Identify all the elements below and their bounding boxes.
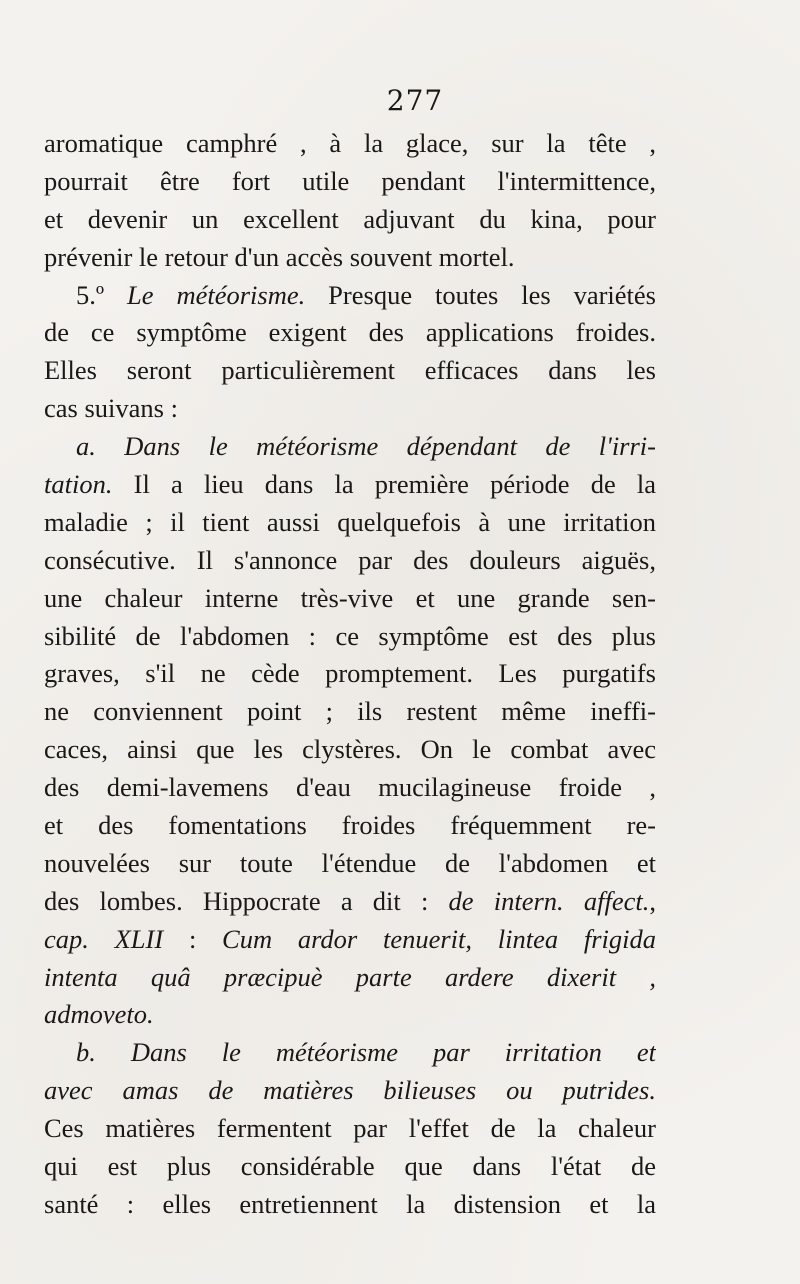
text-span: aromatique camphré , à la glace, sur la tête , [44,128,656,158]
text-line [44,959,656,997]
text-line [44,921,656,959]
text-line [44,580,656,618]
text-span: consécutive. Il s'annonce par des douleurs aiguës, [44,544,656,575]
text-span: cas suivans : [44,393,178,424]
text-line [44,504,656,542]
text-line [44,618,656,656]
text-span: des lombes. Hippocrate a dit : [44,885,449,916]
text-line [44,125,656,163]
text-line [44,239,656,277]
italic-text: intenta quâ præcipuè parte ardere dixerit , [44,961,656,992]
text-span: des demi-lavemens d'eau mucilagineuse froide , [44,772,656,803]
text-line [44,769,656,807]
text-span: prévenir le retour d'un accès souvent mortel. [44,241,515,272]
text-span: Elles seront particulièrement efficaces dans les [44,355,656,386]
text-span: sibilité de l'abdomen : ce symptôme est des plus [44,620,656,651]
text-line [44,1186,656,1224]
text-line [44,542,656,580]
text-line [44,996,656,1034]
text-line [44,693,656,731]
page-number: 277 [386,84,444,117]
text-span: caces, ainsi que les clystères. On le combat avec [44,734,656,765]
text-line [44,731,656,769]
text-span: une chaleur interne très-vive et une grande sen- [44,582,656,613]
text-span: et des fomentations froides fréquemment re- [44,810,656,841]
text-span: santé : elles entretiennent la distension et la [44,1188,656,1219]
text-span: Ces matières fermentent par l'effet de la chaleur [44,1113,656,1144]
text-span: Presque toutes les variétés [305,279,656,310]
text-span: qui est plus considérable que dans l'état de [44,1151,656,1182]
text-span: pourrait être fort utile pendant l'intermittence, [44,165,656,196]
text-line [44,845,656,883]
text-line [44,655,656,693]
italic-text: de intern. affect. [448,885,650,916]
body-text [44,125,656,1224]
italic-text: avec amas de matières bilieuses ou putrides. [44,1075,656,1106]
italic-text: tation. [44,469,113,500]
text-line [44,163,656,201]
italic-text: a. Dans le météorisme dépendant de l'irri- [76,431,656,462]
italic-text: Cum ardor tenuerit, lintea frigida [222,923,656,954]
text-span: nouvelées sur toute l'étendue de l'abdomen et [44,847,656,878]
text-span: , [649,885,656,916]
text-line [44,277,656,315]
text-line [44,466,656,504]
text-span: Il a lieu dans la première période de la [112,469,656,500]
text-span: et devenir un excellent adjuvant du kina, pour [44,203,656,234]
italic-text: cap. XLII [44,923,164,954]
text-line [44,1148,656,1186]
text-line [44,390,656,428]
text-span: : [163,923,223,954]
text-line [44,201,656,239]
text-line [44,807,656,845]
text-line [44,428,656,466]
text-line [44,1034,656,1072]
text-line [44,883,656,921]
text-line [44,352,656,390]
text-line [44,314,656,352]
text-span: graves, s'il ne cède promptement. Les purgatifs [44,658,656,689]
italic-text: b. Dans le météorisme par irritation et [76,1037,656,1068]
text-line [44,1072,656,1110]
text-span: de ce symptôme exigent des applications froides. [44,317,656,348]
text-line [44,1110,656,1148]
text-span: 5.º [76,279,128,310]
text-span: maladie ; il tient aussi quelquefois à une irritation [44,506,656,537]
italic-text: admoveto. [44,999,154,1030]
italic-text: Le météorisme. [127,279,306,310]
text-span: ne conviennent point ; ils restent même ineffi- [44,696,656,727]
